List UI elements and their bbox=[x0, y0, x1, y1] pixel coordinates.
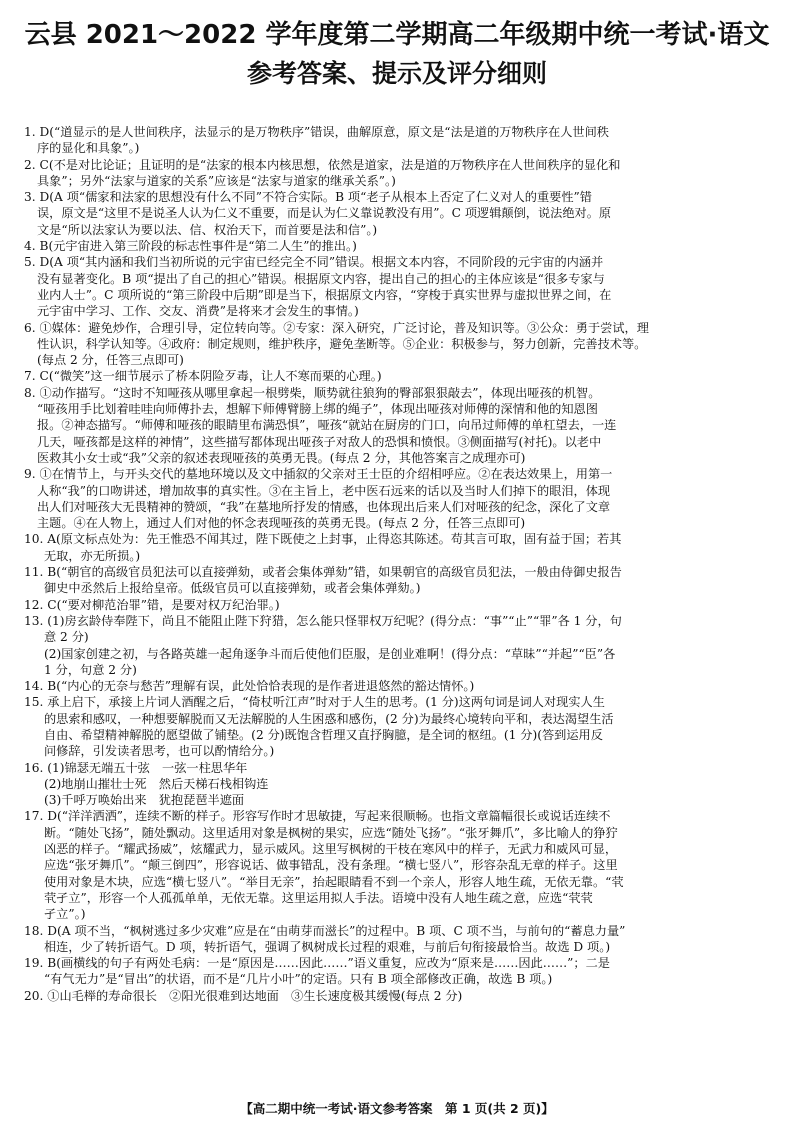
answer-line: 业内人士”。C 项所说的“第三阶段中后期”即是当下，根据原文内容，“穿梭于真实世界与虚拟世界之间，在 bbox=[37, 287, 612, 302]
answer-line: 凶恶的样子。“耀武扬威”，炫耀武力，显示威风。这里写枫树的干枝在寒风中的样子，无武力和威风可显， bbox=[44, 842, 618, 857]
answer-line: 6. ①媒体：避免炒作，合理引导，定位转向等。②专家：深入研究，广泛讨论，普及知识等。③公众：勇于尝试，理 bbox=[24, 320, 649, 335]
answer-line: 孑立”。) bbox=[44, 907, 86, 922]
answer-line: 使用对象是木块，应选“横七竖八”。“举目无亲”，抬起眼睛看不到一个亲人，形容人地生疏，无依无靠。“茕 bbox=[44, 874, 624, 889]
answer-line: 5. D(A 项“其内涵和我们当初所说的元宇宙已经完全不同”错误。根据文本内容，不同阶段的元宇宙的内涵并 bbox=[24, 255, 604, 270]
answer-line: 出人们对哑孩大无畏精神的赞颂，“我”在墓地所抒发的情感，也体现出后来人们对哑孩的纪念，深化了文章 bbox=[37, 499, 611, 514]
answer-line: 4. B(元宇宙进入第三阶段的标志性事件是“第二人生”的推出。) bbox=[24, 239, 357, 254]
answer-line: 18. D(A 项不当，“枫树逃过多少灾难”应是在“由萌芽而滋长”的过程中。B 项、C 项不当，与前句的“蓄息力量” bbox=[24, 923, 626, 938]
answer-line: 相连，少了转折语气。D 项，转折语气，强调了枫树成长过程的艰难，与前后句衔接最恰当。故选 D 项。) bbox=[44, 939, 611, 954]
answer-line: 8. ①动作描写。“这时不知哑孩从哪里拿起一根劈柴，顺势就往狼狗的臀部狠狠敲去”，体现出哑孩的机智。 bbox=[24, 385, 601, 400]
answer-line: (2)国家创建之初，与各路英雄一起角逐争斗而后使他们臣服，是创业难啊！(得分点：“草昧”“并起”“臣”各 bbox=[44, 646, 616, 661]
answer-line: “哑孩用手比划着哇哇向师傅扑去，想解下师傅臂膀上绑的绳子”，体现出哑孩对师傅的深情和他的知恩图 bbox=[37, 402, 598, 417]
answer-line: 误，原文是“这里不是说圣人认为仁义不重要，而是认为仁义靠说教没有用”。C 项逻辑颠倒，说法绝对。原 bbox=[37, 206, 612, 221]
answer-line: 15. 承上启下，承接上片词人酒醒之后，“倚杖听江声”时对于人生的思考。(1 分)这两句词是词人对现实人生 bbox=[24, 695, 605, 710]
exam-title: 云县 2021～2022 学年度第二学期高二年级期中统一考试·语文 bbox=[24, 20, 770, 50]
answer-line: 14. B(“内心的无奈与愁苦”理解有误，此处恰恰表现的是作者进退悠然的豁达情怀。) bbox=[24, 679, 475, 694]
answer-line: 1. D(“道显示的是人世间秩序，法显示的是万物秩序”错误，曲解原意，原文是“法是道的万物秩序在人世间秩 bbox=[24, 125, 609, 139]
answer-line: (每点 2 分，任答三点即可) bbox=[37, 353, 184, 368]
answer-line: 16. (1)锦瑟无端五十弦 一弦一柱思华年 bbox=[24, 760, 248, 775]
answer-line: 没有显著变化。B 项“提出了自己的担心”错误。根据原文内容，提出自己的担心的主体应该是“很多专家与 bbox=[37, 271, 605, 286]
answer-line: 13. (1)房玄龄侍奉陛下，尚且不能阻止陛下狩猎，怎么能只怪罪权万纪呢？(得分点：“事”“止”“罪”各 1 分，句 bbox=[24, 613, 622, 628]
answer-line: 应选“张牙舞爪”。“颠三倒四”，形容说话、做事错乱，没有条理。“横七竖八”，形容杂乱无章的样子。这里 bbox=[44, 858, 618, 873]
answer-line: 1 分，句意 2 分) bbox=[44, 662, 137, 677]
answer-line: 性认识，科学认知等。④政府：制定规则，维护秩序，避免垄断等。⑤企业：积极参与，努力创新，完善技术等。 bbox=[37, 336, 647, 351]
answer-line: 问修辞，引发读者思考，也可以酌情给分。) bbox=[44, 744, 275, 759]
answer-line: 人称“我”的口吻讲述，增加故事的真实性。③在主旨上，老中医石远来的话以及当时人们掉下的眼泪，体现 bbox=[37, 483, 611, 498]
answer-line: 无取，亦无所损。) bbox=[44, 548, 141, 563]
answer-line: “有气无力”是“冒出”的状语，而不是“几片小叶”的定语。只有 B 项全部修改正确，故选 B 项。) bbox=[44, 972, 553, 987]
exam-subtitle: 参考答案、提示及评分细则 bbox=[246, 59, 547, 88]
answer-line: 的思索和感叹，一种想要解脱而又无法解脱的人生困惑和感伤，(2 分)为最终心境转向平和，表达渴望生活 bbox=[44, 711, 614, 726]
answer-line: 茕孑立”，形容一个人孤孤单单，无依无靠。这里运用拟人手法。语境中没有人地生疏之意，应选“茕茕 bbox=[44, 890, 593, 905]
answer-line: 意 2 分) bbox=[44, 630, 89, 645]
answer-line: 20. ①山毛榉的寿命很长 ②阳光很难到达地面 ③生长速度极其缓慢(每点 2 分) bbox=[24, 988, 463, 1003]
answer-line: 7. C(“微笑”这一细节展示了桥本阴险歹毒，让人不寒而栗的心理。) bbox=[24, 369, 382, 384]
answer-line: 17. D(“洋洋洒洒”，连续不断的样子。形容写作时才思敏捷，写起来很顺畅。也指文章篇幅很长或说话连续不 bbox=[24, 809, 611, 824]
answer-line: 19. B(画横线的句子有两处毛病：一是“原因是……因此……”语义重复，应改为“原来是……因此……”；二是 bbox=[24, 956, 610, 971]
page-footer: 【高二期中统一考试·语文参考答案 第 1 页(共 2 页)】 bbox=[240, 1101, 554, 1116]
answer-line: 10. A(原文标点处为：先王惟恐不闻其过，陛下既使之上封事，止得恣其陈述。苟其言可取，固有益于国；若其 bbox=[24, 532, 622, 547]
answer-line: 元宇宙中学习、工作、交友、消费”是将来才会发生的事情。) bbox=[37, 304, 359, 319]
answer-line: 9. ①在情节上，与开头交代的墓地环境以及文中插叙的父亲对王士臣的介绍相呼应。②在表达效果上，用第一 bbox=[24, 467, 613, 482]
answer-line: 报。②神态描写。“师傅和哑孩的眼睛里布满恐惧”，哑孩“就站在厨房的门口，向吊过师傅的单杠望去，一连 bbox=[37, 418, 617, 433]
answer-line: 12. C(“要对柳范治罪”错，是要对权万纪治罪。) bbox=[24, 597, 280, 612]
answer-line: 3. D(A 项“儒家和法家的思想没有什么不同”不符合实际。B 项“老子从根本上否定了仁义对人的重要性”错 bbox=[24, 190, 592, 205]
answer-list bbox=[24, 124, 776, 1004]
answer-line: 2. C(不是对比论证；且证明的是“法家的根本内核思想，依然是道家，法是道的万物秩序在人世间秩序的显化和 bbox=[24, 157, 621, 172]
answer-line: 11. B(“朝官的高级官员犯法可以直接弹劾，或者会集体弹劾”错，如果朝官的高级官员犯法，一般由侍御史报告 bbox=[24, 565, 622, 580]
answer-line: 序的显化和具象”。) bbox=[37, 141, 140, 156]
answer-line: 具象”；另外“法家与道家的关系”应该是“法家与道家的继承关系”。) bbox=[37, 173, 396, 188]
answer-line: 几天，哑孩都是这样的神情”，这些描写都体现出哑孩子对敌人的恐惧和愤恨。③侧面描写(衬托)。以老中 bbox=[37, 434, 602, 449]
answer-line: 自由、希望精神解脱的愿望做了铺垫。(2 分)既饱含哲理又直抒胸臆，是全词的枢纽。(1 分)(答到运用反 bbox=[44, 727, 603, 742]
answer-line: (2)地崩山摧壮士死 然后天梯石栈相钩连 bbox=[44, 776, 269, 791]
answer-line: 医救其小女士或“我”父亲的叙述表现哑孩的英勇无畏。(每点 2 分，其他答案言之成理亦可) bbox=[37, 450, 526, 465]
answer-line: 断。“随处飞扬”，随处飘动。这里适用对象是枫树的果实，应选“随处飞扬”。“张牙舞爪”，多比喻人的狰狞 bbox=[44, 825, 618, 840]
answer-line: 御史中丞然后上报给皇帝。低级官员可以直接弹劾，或者会集体弹劾。) bbox=[44, 581, 421, 596]
answer-line: (3)千呼万唤始出来 犹抱琵琶半遮面 bbox=[44, 793, 245, 808]
answer-line: 主题。④在人物上，通过人们对他的怀念表现哑孩的英勇无畏。(每点 2 分，任答三点即可) bbox=[37, 516, 526, 531]
answer-line: 文是“所以法家认为要以法、信、权治天下，而首要是法和信”。) bbox=[37, 222, 378, 237]
